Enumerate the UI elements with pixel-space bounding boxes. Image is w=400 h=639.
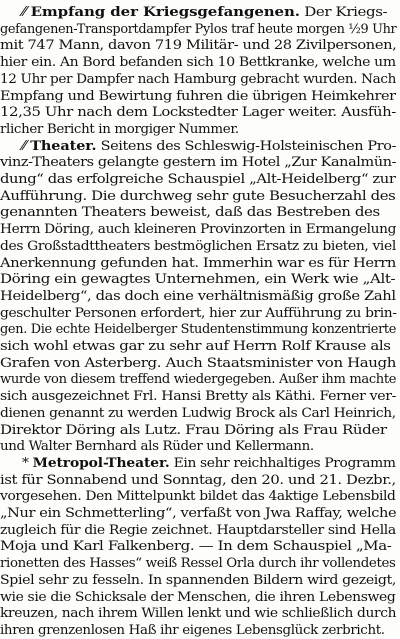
text-run: 12,35 Uhr nach dem Lockstedter Lager weiter. Ausfüh- xyxy=(0,105,396,121)
text-run: Empfang und Bewirtung fuhren die übrigen Heimkehrer xyxy=(0,88,396,104)
text-run: kreuzen, nach ihrem Willen lenkt und wie schließlich durch xyxy=(0,606,397,622)
text-run: ist für Sonnabend und Sonntag, den 20. und 21. Dezbr., xyxy=(0,472,396,488)
text-run: Anerkennung gefunden hat. Immerhin war es für Herrn xyxy=(0,255,396,271)
text-run: Aufführung. Die durchweg sehr gute Besucherzahl des xyxy=(0,188,396,204)
text-run: ⁄⁄ xyxy=(22,5,31,20)
text-line xyxy=(0,238,396,255)
text-run: ⁄⁄ xyxy=(22,138,31,154)
text-run: genannten Theaters beweist, daß das Bestreben des xyxy=(0,205,380,221)
text-run: Moja und Karl Falkenberg. — In dem Schauspiel „Ma- xyxy=(0,539,392,555)
text-run: und Walter Bernhard als Rüder und Kellermann. xyxy=(0,439,314,455)
text-line xyxy=(0,104,396,121)
text-run: vinz-Theaters gelangte gestern im Hotel „Zur Kanalmün- xyxy=(0,155,397,171)
text-run: Der Kriegs- xyxy=(299,5,388,20)
text-run: rlicher Bericht in morgiger Nummer. xyxy=(0,121,239,137)
text-run: des Großstadttheaters bestmöglichen Ersatz zu bieten, viel xyxy=(0,238,396,254)
text-line xyxy=(0,204,380,221)
text-run: Heidelberg“, das doch eine verhältnismäßig große Zahl xyxy=(0,288,396,304)
text-line xyxy=(0,488,396,505)
text-line xyxy=(0,388,396,405)
text-line xyxy=(0,21,396,38)
section-heading: Theater. xyxy=(30,137,97,154)
text-line xyxy=(0,71,396,88)
text-run: gefangenen-Transportdampfer Pylos traf heute morgen ½9 Uhr xyxy=(0,21,397,37)
text-line xyxy=(0,572,396,589)
text-run: dung“ das erfolgreiche Schauspiel „Alt-Heidelberg“ zur xyxy=(0,172,396,187)
text-run: dienen genannt zu werden Ludwig Brock als Carl Heinrich, xyxy=(0,405,396,421)
text-line xyxy=(0,321,396,338)
text-line xyxy=(0,538,391,555)
text-line xyxy=(0,371,396,388)
text-run: Seitens des Schleswig-Holsteinischen Pro- xyxy=(96,138,397,154)
text-line xyxy=(0,589,395,606)
text-run: mit 747 Mann, davon 719 Militär- und 28 Zivilpersonen, xyxy=(0,38,397,54)
text-run: Döring ein gewagtes Unternehmen, ein Werk wie „Alt- xyxy=(0,272,396,288)
text-line xyxy=(0,405,396,422)
text-line xyxy=(0,622,385,639)
text-run: wurde von diesem treffend wiedergegeben. Außer ihm machte xyxy=(0,372,397,388)
text-line xyxy=(0,255,396,272)
text-line xyxy=(0,305,397,322)
text-run: Grafen von Asterberg. Auch Staatsminister von Haugh xyxy=(0,355,397,371)
text-run: „Nur ein Schmetterling“, verfaßt von Jwa Raffay, welche xyxy=(0,506,397,521)
text-line xyxy=(0,37,396,54)
text-line xyxy=(0,505,396,522)
text-run: Herrn Döring, auch kleineren Provinzorten in Ermangelung xyxy=(0,222,397,238)
text-line xyxy=(0,338,391,355)
text-run: gen. Die echte Heidelberger Studentenstimmung konzentrierte xyxy=(0,322,397,338)
text-line xyxy=(22,455,396,472)
text-line xyxy=(0,121,239,138)
text-line xyxy=(0,221,396,238)
text-run: ihren grenzenlosen Haß ihr eigenes Lebensglück zerbricht. xyxy=(0,622,385,638)
text-line xyxy=(0,355,396,372)
text-line xyxy=(0,154,396,171)
text-line xyxy=(0,422,387,439)
text-line xyxy=(0,88,396,105)
text-run: sich ausgezeichnet Frl. Hansi Bretty als Käthi. Ferner ver- xyxy=(0,389,396,405)
text-run: rionetten des Hasses“ weiß Ressel Orla durch ihr vollendetes xyxy=(0,556,396,572)
text-run: wie sie die Schicksale der Menschen, die ihren Lebensweg xyxy=(0,589,396,605)
text-run: Spiel sehr zu fesseln. In spannenden Bildern wird gezeigt, xyxy=(0,572,397,588)
text-line xyxy=(0,555,396,572)
text-line xyxy=(0,438,314,455)
text-run: sich wohl etwas gar zu sehr auf Herrn Rolf Krause als xyxy=(0,339,391,354)
text-run: Direktor Döring als Lutz. Frau Döring als Frau Rüder xyxy=(0,422,387,438)
section-heading: Empfang der Kriegsgefangenen. xyxy=(30,4,300,20)
text-line xyxy=(22,4,387,21)
text-line xyxy=(0,605,396,622)
text-run: 12 Uhr per Dampfer nach Hamburg gebracht wurden. Nach xyxy=(0,71,397,87)
text-line xyxy=(0,271,395,288)
text-line xyxy=(0,171,396,188)
text-line xyxy=(22,138,396,155)
text-run: Ein sehr reichhaltiges Programm xyxy=(169,455,396,471)
text-line xyxy=(0,522,396,539)
text-line xyxy=(0,188,395,205)
text-line xyxy=(0,472,396,489)
text-run: vorgesehen. Den Mittelpunkt bildet das 4aktige Lebensbild xyxy=(0,489,396,505)
text-line xyxy=(0,54,396,71)
text-run: hier ein. An Bord befanden sich 10 Bettkranke, welche um xyxy=(0,55,396,71)
text-run: zugleich für die Regie zeichnet. Hauptdarsteller sind Hella xyxy=(0,522,396,538)
text-run: * xyxy=(22,455,33,471)
text-run: geschulter Personen erfordert, hier zur Aufführung zu brin- xyxy=(0,305,397,321)
section-heading: Metropol-Theater. xyxy=(32,454,170,471)
text-line xyxy=(0,288,396,305)
